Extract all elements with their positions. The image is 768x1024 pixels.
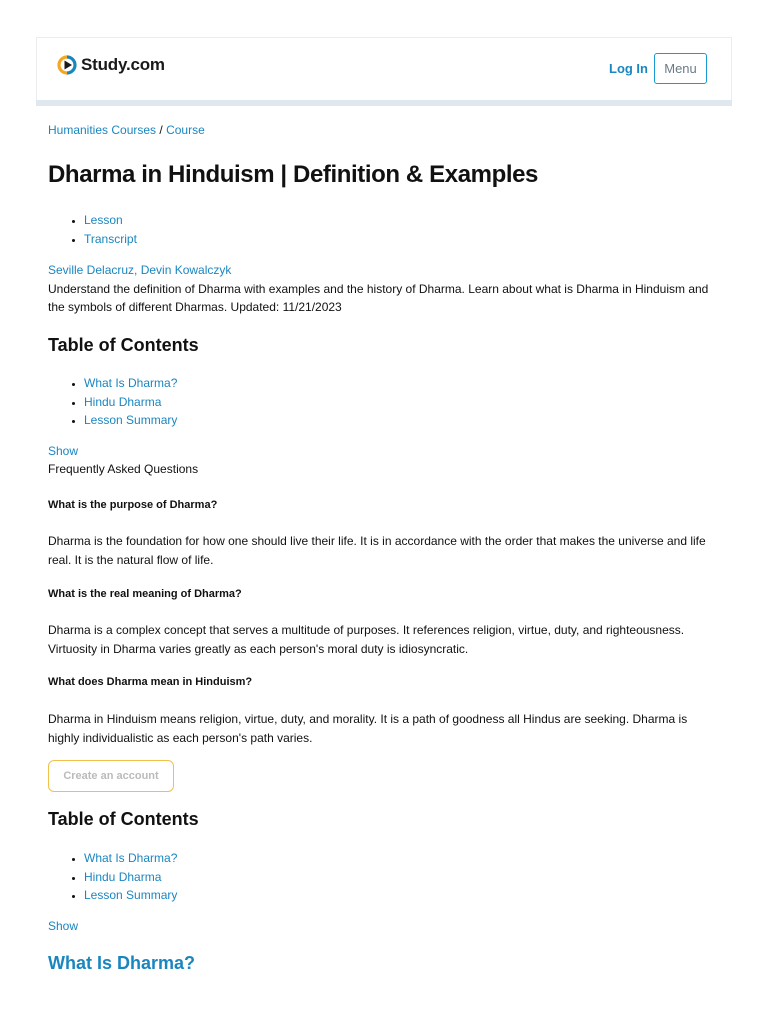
toc-item-hindu-dharma[interactable]: Hindu Dharma bbox=[84, 869, 162, 884]
play-logo-icon bbox=[57, 55, 77, 75]
toc-item-hindu-dharma[interactable]: Hindu Dharma bbox=[84, 394, 162, 409]
toc-heading-repeat: Table of Contents bbox=[48, 809, 199, 829]
page-title: Dharma in Hinduism | Definition & Examples bbox=[48, 161, 539, 188]
menu-button[interactable]: Menu bbox=[654, 53, 707, 84]
toc-item-what-is-dharma[interactable]: What Is Dharma? bbox=[84, 851, 178, 865]
toc-list bbox=[48, 374, 177, 430]
faq-question: What is the purpose of Dharma? bbox=[48, 499, 218, 511]
breadcrumb-item-course[interactable]: Course bbox=[166, 123, 205, 137]
toc-item-what-is-dharma[interactable]: What Is Dharma? bbox=[84, 376, 178, 390]
faq-question: What does Dharma mean in Hinduism? bbox=[48, 676, 253, 688]
lesson-description: Understand the definition of Dharma with examples and the history of Dharma. Learn about what is Dharma in Hinduism and the symbols of different Dharmas. Updated: 11/21/2023 bbox=[48, 282, 709, 314]
toc-item-lesson-summary[interactable]: Lesson Summary bbox=[84, 888, 178, 903]
create-account-button[interactable]: Create an account bbox=[48, 760, 174, 792]
login-link[interactable]: Log In bbox=[609, 61, 648, 76]
authors-link[interactable]: Seville Delacruz, Devin Kowalczyk bbox=[48, 263, 232, 277]
breadcrumb-item-humanities-courses[interactable]: Humanities Courses bbox=[48, 123, 157, 137]
toc-heading: Table of Contents bbox=[48, 335, 199, 355]
faq-title: Frequently Asked Questions bbox=[48, 462, 199, 476]
header-divider bbox=[36, 100, 732, 106]
toc-item-lesson-summary[interactable]: Lesson Summary bbox=[84, 413, 178, 428]
site-header bbox=[36, 37, 732, 100]
faq-answer: Dharma is a complex concept that serves a multitude of purposes. It references religion, virtue, duty, and righteousness. Virtuosity in Dharma varies greatly as each person's moral duty is idiosyncratic. bbox=[48, 623, 685, 656]
section-heading-what-is-dharma: What Is Dharma? bbox=[48, 953, 196, 973]
toc-show-link-repeat[interactable]: Show bbox=[48, 919, 79, 933]
study-logo[interactable] bbox=[57, 55, 165, 75]
tab-transcript[interactable]: Transcript bbox=[84, 231, 137, 246]
lesson-tabs bbox=[48, 211, 137, 248]
toc-show-link[interactable]: Show bbox=[48, 444, 79, 458]
breadcrumb bbox=[48, 123, 205, 137]
faq-question: What is the real meaning of Dharma? bbox=[48, 588, 242, 600]
faq-answer: Dharma in Hinduism means religion, virtue, duty, and morality. It is a path of goodness all Hindus are seeking. Dharma is highly individualistic as each person's path varies. bbox=[48, 712, 688, 745]
toc-list-repeat bbox=[48, 849, 177, 905]
logo-text: Study.com bbox=[81, 55, 165, 74]
tab-lesson[interactable]: Lesson bbox=[84, 213, 123, 227]
faq-answer: Dharma is the foundation for how one should live their life. It is in accordance with the order that makes the universe and life real. It is the natural flow of life. bbox=[48, 534, 706, 567]
breadcrumb-separator: / bbox=[159, 123, 163, 137]
